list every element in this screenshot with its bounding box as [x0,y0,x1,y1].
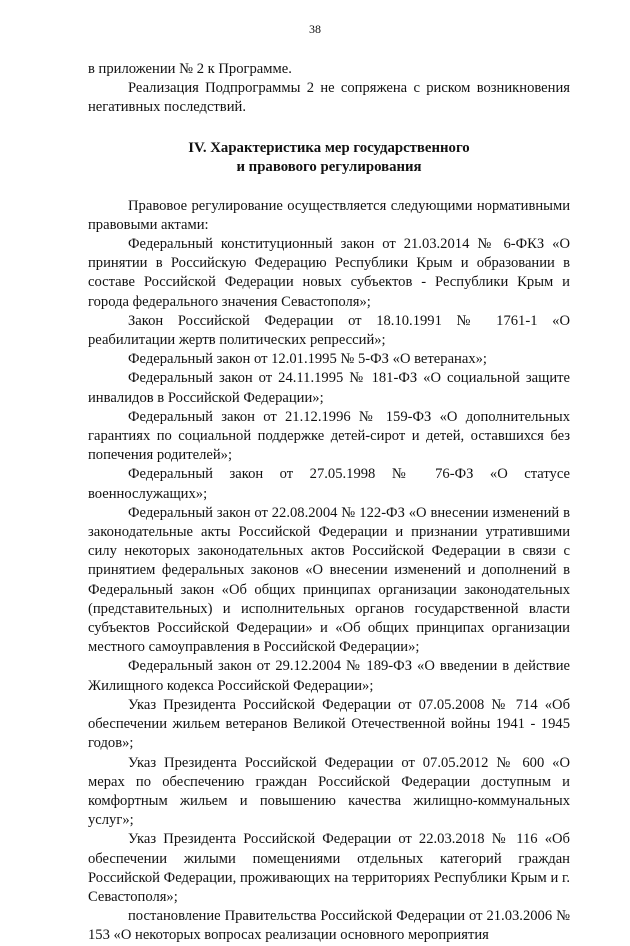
section-heading [88,139,570,177]
document-body [88,60,570,946]
paragraph-law-122-fz: Федеральный закон от 22.08.2004 № 122-ФЗ «О внесении изменений в законодательные акты Российской Федерации и признании утратившими силу некоторых законодательных актов Российской Федерации в связи с принятием федеральных законов «О внесении изменений и дополнений в Федеральный закон «Об общих принципах организации законодательных (представительных) и исполнительных органов государственной власти субъектов Российской Федерации» и «Об общих принципах организации местного самоуправления в Российской Федерации»; [88,504,570,656]
paragraph-decree-116: Указ Президента Российской Федерации от 22.03.2018 № 116 «Об обеспечении жилыми помещениями отдельных категорий граждан Российской Федерации, проживающих на территориях Республики Крым и г. Севастополя»; [88,831,570,905]
paragraph-legal-intro: Правовое регулирование осуществляется следующими нормативными правовыми актами: [88,197,570,233]
paragraph-law-5-fz: Федеральный закон от 12.01.1995 № 5-ФЗ «О ветеранах»; [128,351,487,368]
paragraph-law-159-fz: Федеральный закон от 21.12.1996 № 159-ФЗ «О дополнительных гарантиях по социальной поддержке детей-сирот и детей, оставшихся без попечения родителей»; [88,408,570,464]
section-heading-line-1: IV. Характеристика мер государственного [188,139,470,156]
paragraph-law-189-fz: Федеральный закон от 29.12.2004 № 189-ФЗ «О введении в действие Жилищного кодекса Российской Федерации»; [88,658,570,694]
paragraph-law-181-fz: Федеральный закон от 24.11.1995 № 181-ФЗ «О социальной защите инвалидов в Российской Федерации»; [88,370,570,406]
paragraph-law-76-fz: Федеральный закон от 27.05.1998 № 76-ФЗ «О статусе военнослужащих»; [88,466,570,502]
paragraph-resolution-153: постановление Правительства Российской Федерации от 21.03.2006 № 153 «О некоторых вопросах реализации основного мероприятия [88,908,570,944]
intro-paragraph-1: в приложении № 2 к Программе. [88,61,292,77]
section-heading-line-2: и правового регулирования [236,158,422,175]
paragraph-decree-714: Указ Президента Российской Федерации от 07.05.2008 № 714 «Об обеспечении жильем ветеранов Великой Отечественной войны 1941 - 1945 годов»; [88,696,570,752]
intro-paragraph-2: Реализация Подпрограммы 2 не сопряжена с риском возникновения негативных последствий. [88,80,570,116]
paragraph-decree-600: Указ Президента Российской Федерации от 07.05.2012 № 600 «О мерах по обеспечению граждан Российской Федерации доступным и комфортным жильем и повышению качества жилищно-коммунальных услуг»; [88,754,570,829]
paragraph-law-1761-1: Закон Российской Федерации от 18.10.1991 № 1761-1 «О реабилитации жертв политических репрессий»; [88,312,570,349]
page-number: 38 [309,22,321,36]
paragraph-law-6-fkz: Федеральный конституционный закон от 21.03.2014 № 6-ФКЗ «О принятии в Российскую Федерацию Республики Крым и образовании в составе Российской Федерации новых субъектов - Республики Крым и города федерального значения Севастополя»; [88,236,570,310]
